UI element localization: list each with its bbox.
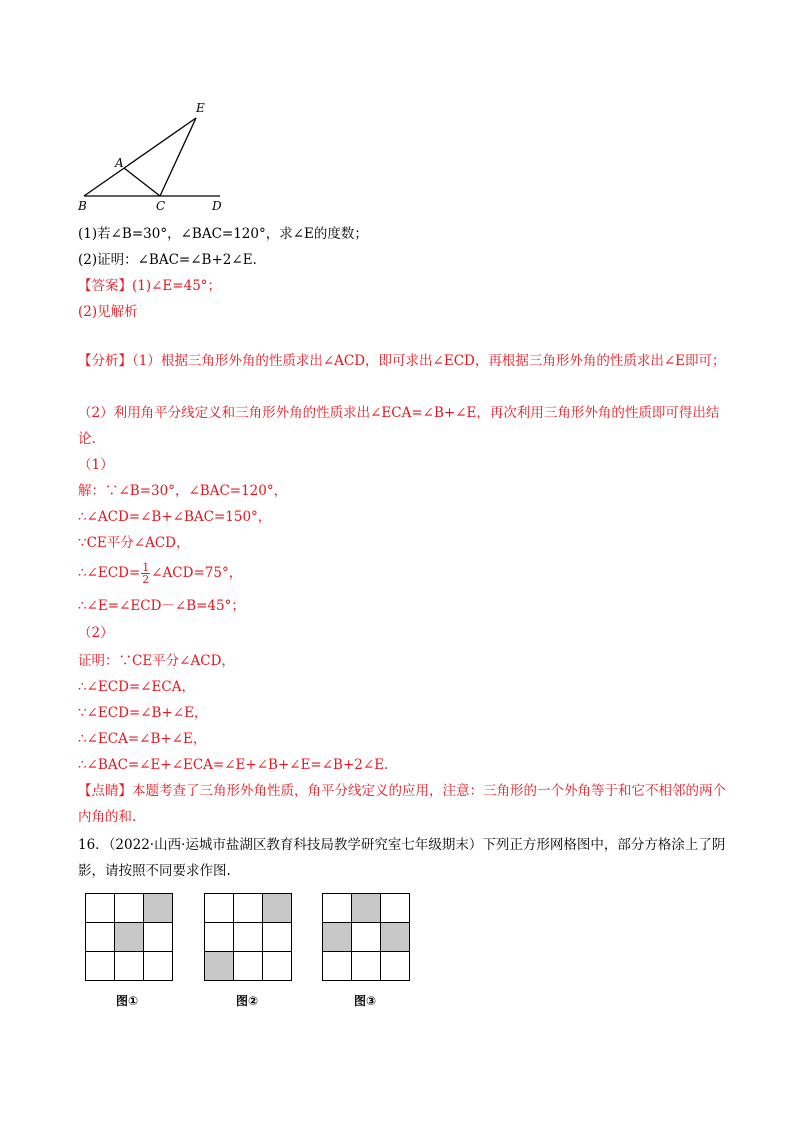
question-1: (1)若∠B=30°，∠BAC=120°，求∠E的度数；: [78, 226, 368, 242]
grid-cell-shaded: [381, 923, 410, 952]
answer-text-1: (1)∠E=45°；: [132, 278, 222, 294]
grid-cell: [115, 894, 144, 923]
fraction-denominator: 2: [142, 573, 150, 586]
grid-figure-3: [322, 893, 410, 981]
grid-cell: [205, 894, 234, 923]
solution1-line-3: ∵CE平分∠ACD，: [78, 535, 190, 551]
answer-tag: 【答案】: [78, 278, 132, 294]
question-2: (2)证明：∠BAC=∠B+2∠E.: [78, 252, 257, 268]
solution1-line-4-post: ∠ACD=75°，: [151, 565, 243, 581]
grid-figure-1: [85, 893, 173, 981]
solution2-line-2: ∴∠ECD=∠ECA，: [78, 679, 195, 695]
grid-row: [323, 952, 410, 981]
grid-row: [86, 894, 173, 923]
grid-cell-shaded: [115, 923, 144, 952]
grid-caption-1: 图①: [116, 994, 139, 1008]
problem-16-text: 16．（2022·山西·运城市盐湖区教育科技局教学研究室七年级期末）下列正方形网格图中，部分方格涂上了阴影，请按照不同要求作图.: [78, 837, 726, 879]
grid-cell-shaded: [323, 923, 352, 952]
triangle-figure: [0, 0, 800, 220]
analysis-text-1: （1）根据三角形外角的性质求出∠ACD，即可求出∠ECD，再根据三角形外角的性质求出∠E即可；: [132, 353, 726, 369]
grid-cell: [86, 923, 115, 952]
grid-cell: [86, 894, 115, 923]
label-b: B: [78, 199, 87, 213]
line-ec: [160, 118, 196, 196]
grid-caption-2: 图②: [236, 994, 259, 1008]
answer-line-1: [78, 277, 221, 295]
grid-cell: [144, 923, 173, 952]
comment-tag: 【点睛】: [78, 783, 132, 799]
grid-row: [205, 894, 292, 923]
grid-cell: [86, 952, 115, 981]
grid-cell: [234, 923, 263, 952]
grid-cell-shaded: [144, 894, 173, 923]
grid-row: [205, 923, 292, 952]
grid-cell: [352, 952, 381, 981]
grid-cell: [144, 952, 173, 981]
grid-row: [323, 894, 410, 923]
grid-cell: [263, 952, 292, 981]
grid-row: [86, 923, 173, 952]
analysis-paragraph-2: （2）利用角平分线定义和三角形外角的性质求出∠ECA=∠B+∠E，再次利用三角形外角的性质即可得出结论.: [78, 405, 720, 447]
solution2-line-5: ∴∠BAC=∠E+∠ECA=∠E+∠B+∠E=∠B+2∠E.: [78, 757, 389, 773]
grid-cell: [352, 923, 381, 952]
grid-cell: [381, 894, 410, 923]
solution1-line-2: ∴∠ACD=∠B+∠BAC=150°，: [78, 509, 272, 525]
solution1-line-4-pre: ∴∠ECD=: [78, 565, 141, 581]
solution2-line-1: 证明：∵CE平分∠ACD，: [78, 653, 235, 669]
grid-cell-shaded: [352, 894, 381, 923]
grid-cell: [234, 952, 263, 981]
solution1-head: （1）: [78, 457, 114, 473]
grid-caption-3: 图③: [354, 994, 377, 1008]
grid-cell: [205, 923, 234, 952]
grid-cell-shaded: [263, 894, 292, 923]
fraction-numerator: 1: [142, 561, 150, 574]
grid-row: [323, 923, 410, 952]
solution2-line-3: ∵∠ECD=∠B+∠E，: [78, 705, 208, 721]
line-ac: [124, 168, 160, 196]
fraction-half: [141, 562, 150, 585]
grid-cell: [323, 894, 352, 923]
solution1-line-1: 解：∵∠B=30°，∠BAC=120°，: [78, 483, 288, 499]
solution2-head: （2）: [78, 625, 114, 641]
grid-figure-2: [204, 893, 292, 981]
grid-row: [86, 952, 173, 981]
solution2-line-4: ∴∠ECA=∠B+∠E，: [78, 731, 207, 747]
label-a: A: [115, 156, 124, 170]
comment-text: 本题考查了三角形外角性质，角平分线定义的应用，注意：三角形的一个外角等于和它不相邻的两个内角的和.: [78, 783, 726, 825]
grid-cell: [263, 923, 292, 952]
grid-cell: [234, 894, 263, 923]
analysis-paragraph-1: [78, 348, 728, 374]
grid-row: [205, 952, 292, 981]
label-e: E: [196, 101, 205, 115]
line-be: [84, 118, 196, 196]
grid-cell: [381, 952, 410, 981]
grid-cell-shaded: [205, 952, 234, 981]
solution1-line-5: ∴∠E=∠ECD－∠B=45°；: [78, 598, 245, 614]
grid-cell: [115, 952, 144, 981]
label-d: D: [212, 199, 222, 213]
grid-cell: [323, 952, 352, 981]
analysis-tag: 【分析】: [78, 353, 132, 369]
answer-line-2: (2)见解析: [78, 304, 138, 320]
label-c: C: [156, 199, 166, 213]
solution1-line-4: [78, 562, 242, 585]
comment-paragraph: [78, 778, 728, 830]
